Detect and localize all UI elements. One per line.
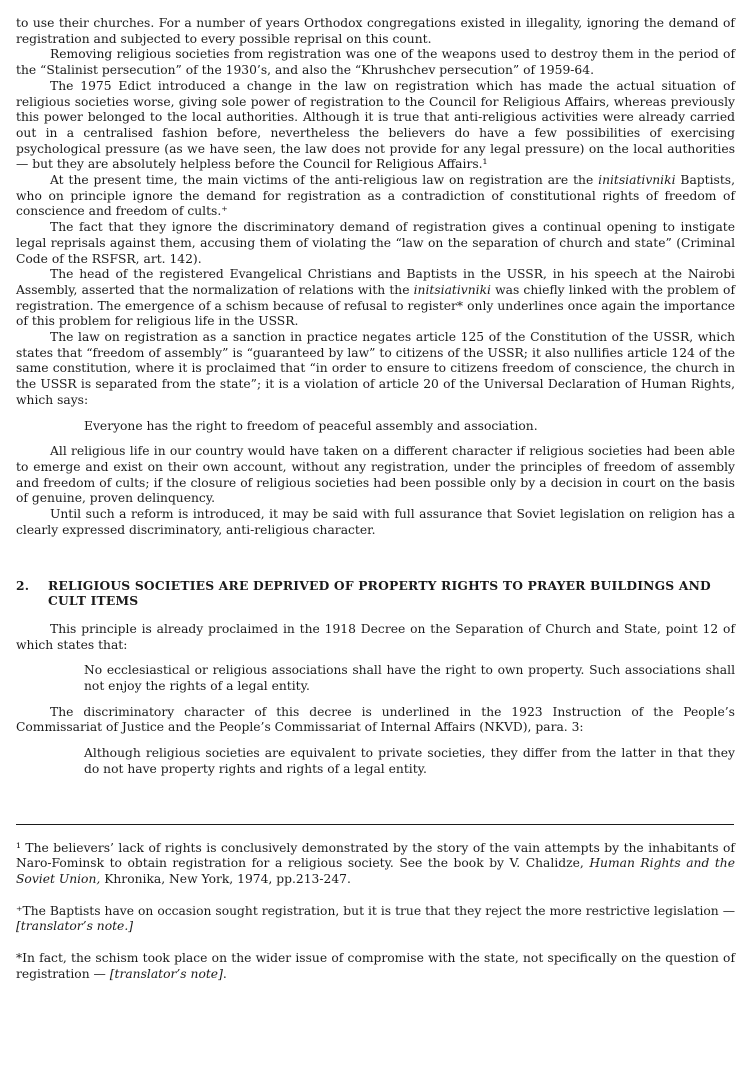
paragraph-constitution: The law on registration as a sanction in practice negates article 125 of the Constitution of the USSR, which states that “freedom of assembly” is “guaranteed by law” to citizens of the USSR; it also nullifies article 124 of the same constitution, where it is proclaimed that “in order to ensure to citizens freedom of conscience, the church in the USSR is separated from the state”; it is a violation of article 20 of the Universal Declaration of Human Rights, which says: — [16, 330, 735, 407]
paragraph-main-victims — [16, 173, 735, 220]
text-run: . — [222, 966, 227, 981]
footnote-2 — [16, 904, 735, 935]
text-run: ⁺The Baptists have on occasion sought registration, but it is true that they reject the more restrictive legislation — — [16, 903, 735, 918]
text-run: The head of the registered Evangelical Christians and Baptists in the USSR, in his speech at the Nairobi Assembly, asserted that the normalization of relations with the — [16, 267, 735, 297]
block-quote — [84, 746, 735, 777]
text-run: ¹ The believers’ lack of rights is conclusively demonstrated by the story of the vain attempts by the inhabitants of Naro-Fominsk to obtain registration for a religious society. See the book by V. Chalidze, — [16, 840, 735, 871]
paragraph-religious-life: All religious life in our country would have taken on a different character if religious societies had been able to emerge and exist on their own account, without any registration, under the principles of freedom of assembly and freedom of cults; if the closure of religious societies had been possible only by a decision in court on the basis of genuine, proven delinquency. — [16, 444, 735, 506]
paragraph-legal-reprisals: The fact that they ignore the discriminatory demand of registration gives a continual opening to instigate legal reprisals against them, accusing them of violating the “law on the separation of church and state” (Criminal Code of the RSFSR, art. 142). — [16, 220, 735, 266]
italic-note: [translator’s note.] — [16, 919, 134, 934]
paragraph-1918-decree: This principle is already proclaimed in the 1918 Decree on the Separation of Church and State, point 12 of which states that: — [16, 621, 735, 652]
paragraph-1923-instruction: The discriminatory character of this decree is underlined in the 1923 Instruction of the People’s Commissariat of Justice and the People’s Commissariat of Internal Affairs (NKVD), para. 3: — [16, 704, 735, 735]
section-title: RELIGIOUS SOCIETIES ARE DEPRIVED OF PROPERTY RIGHTS TO PRAYER BUILDINGS AND CULT ITEMS — [48, 577, 711, 609]
italic-note: [translator’s note] — [109, 966, 223, 981]
paragraph-reform: Until such a reform is introduced, it may be said with full assurance that Soviet legislation on religion has a clearly expressed discriminatory, anti-religious character. — [16, 507, 735, 537]
text-run: *In fact, the schism took place on the wider issue of compromise with the state, not specifically on the question of registration — — [16, 951, 735, 981]
footnotes — [16, 841, 735, 983]
paragraph-1975-edict: The 1975 Edict introduced a change in the law on registration which has made the actual situation of religious societies worse, giving sole power of registration to the Council for Religious Affairs, whereas previously this power belonged to the local authorities. Although it is true that anti-religious activities were already carried out in a centralised fashion before, nevertheless the believers do have a few possibilities of exercising psychological pressure (as we have seen, the law does not provide for any legal pressure) on the local authorities — but they are absolutely helpless before the Council for Religious Affairs.¹ — [16, 78, 735, 172]
italic-term: initsiativniki — [413, 282, 491, 297]
italic-term: initsiativniki — [598, 173, 676, 188]
footnote-3 — [16, 951, 735, 982]
paragraph-nairobi-assembly — [16, 267, 735, 330]
text-run: Baptists, who on principle ignore the demand for registration as a contradiction of constitutional rights of freedom of conscience and freedom of cults.⁺ — [16, 173, 735, 219]
paragraph-continuation: to use their churches. For a number of years Orthodox congregations existed in illegality, ignoring the demand of registration and subjected to every possible reprisal on this count. — [16, 16, 735, 46]
text-run: Khronika, New York, 1974, pp.213-247. — [100, 871, 351, 886]
section-heading — [16, 578, 735, 609]
text-run: At the present time, the main victims of the anti-religious law on registration are the — [50, 173, 599, 188]
quote-text: No ecclesiastical or religious associations shall have the right to own property. Such associations shall not enjoy the rights of a legal entity. — [84, 663, 735, 694]
text-run: was chiefly linked with the problem of registration. The emergence of a schism because of refusal to register* only underlines once again the importance of this problem for religious life in the USSR. — [16, 282, 735, 329]
italic-title: Human Rights and the Soviet Union, — [16, 856, 735, 886]
paragraph-registration-weapon: Removing religious societies from registration was one of the weapons used to destroy them in the period of the “Stalinist persecution” of the 1930’s, and also the “Khrushchev persecution” of 1959-64. — [16, 47, 735, 78]
quote-text: Everyone has the right to freedom of peaceful assembly and association. — [84, 418, 538, 433]
footnote-divider — [16, 824, 734, 825]
block-quote — [84, 663, 735, 694]
block-quote — [84, 419, 735, 435]
section-number: 2. — [16, 577, 30, 593]
footnote-1 — [16, 841, 735, 888]
quote-text: Although religious societies are equivalent to private societies, they differ from the latter in that they do not have property rights and rights of a legal entity. — [84, 746, 735, 776]
